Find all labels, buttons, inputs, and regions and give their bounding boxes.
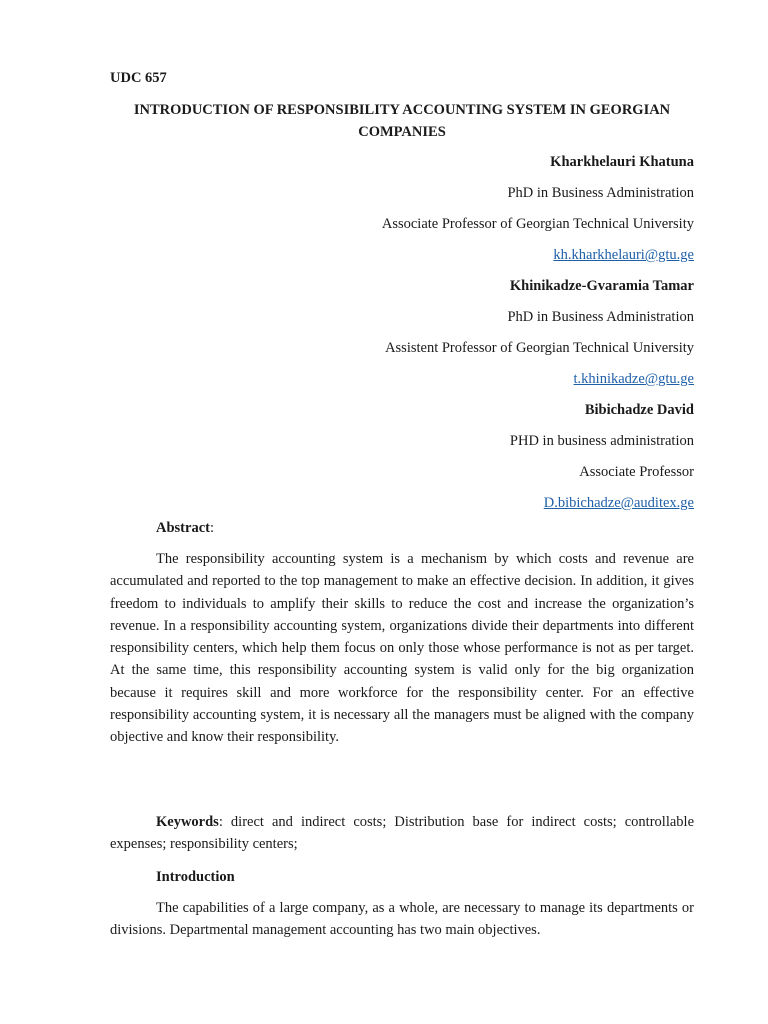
abstract-heading-colon: : [209,520,214,536]
keywords-heading: Keywords [156,814,219,830]
abstract-heading-line [110,517,694,539]
author-email-link[interactable]: D.bibichadze@auditex.ge [543,495,694,511]
abstract-heading: Abstract [156,520,210,536]
author-position: Associate Professor [579,464,694,480]
abstract-text: The responsibility accounting system is a mechanism by which costs and revenue are accumulated and reported to the top management to make an effective decision. In addition, it gives freedom to individuals to amplify their skills to reduce the cost and increase the organization’s revenue. In a responsibility accounting system, organizations divide their departments into different responsibility centers, which help them focus on only those whose performance is not as per target. At the same time, this responsibility accounting system is valid only for the big organization because it requires skill and more workforce for the responsibility center. For an effective responsibility accounting system, it is necessary all the managers must be aligned with the company objective and know their responsibility. [110,551,694,746]
introduction-heading-line [110,866,694,888]
author-degree: PhD in Business Administration [507,185,694,201]
author-degree: PhD in Business Administration [507,309,694,325]
author-email-link[interactable]: t.khinikadze@gtu.ge [573,371,694,387]
author-name: Bibichadze David [584,402,694,418]
paper-title: INTRODUCTION OF RESPONSIBILITY ACCOUNTING SYSTEM IN GEORGIAN COMPANIES [133,102,671,140]
introduction-heading: Introduction [156,869,235,885]
author-position: Associate Professor of Georgian Technical University [381,216,694,232]
author-name: Khinikadze-Gvaramia Tamar [509,278,694,294]
author-position: Assistent Professor of Georgian Technical University [385,340,694,356]
keywords-text: : direct and indirect costs; Distribution base for indirect costs; controllable expenses; responsibility centers; [110,814,694,853]
introduction-text: The capabilities of a large company, as a whole, are necessary to manage its departments or divisions. Departmental management accounting has two main objectives. [110,900,694,939]
author-name: Kharkhelauri Khatuna [550,154,694,170]
author-block [134,151,694,523]
author-degree: PHD in business administration [509,433,694,449]
keywords-paragraph [110,811,694,856]
udc-code: UDC 657 [110,70,167,86]
author-email-link[interactable]: kh.kharkhelauri@gtu.ge [553,247,694,263]
